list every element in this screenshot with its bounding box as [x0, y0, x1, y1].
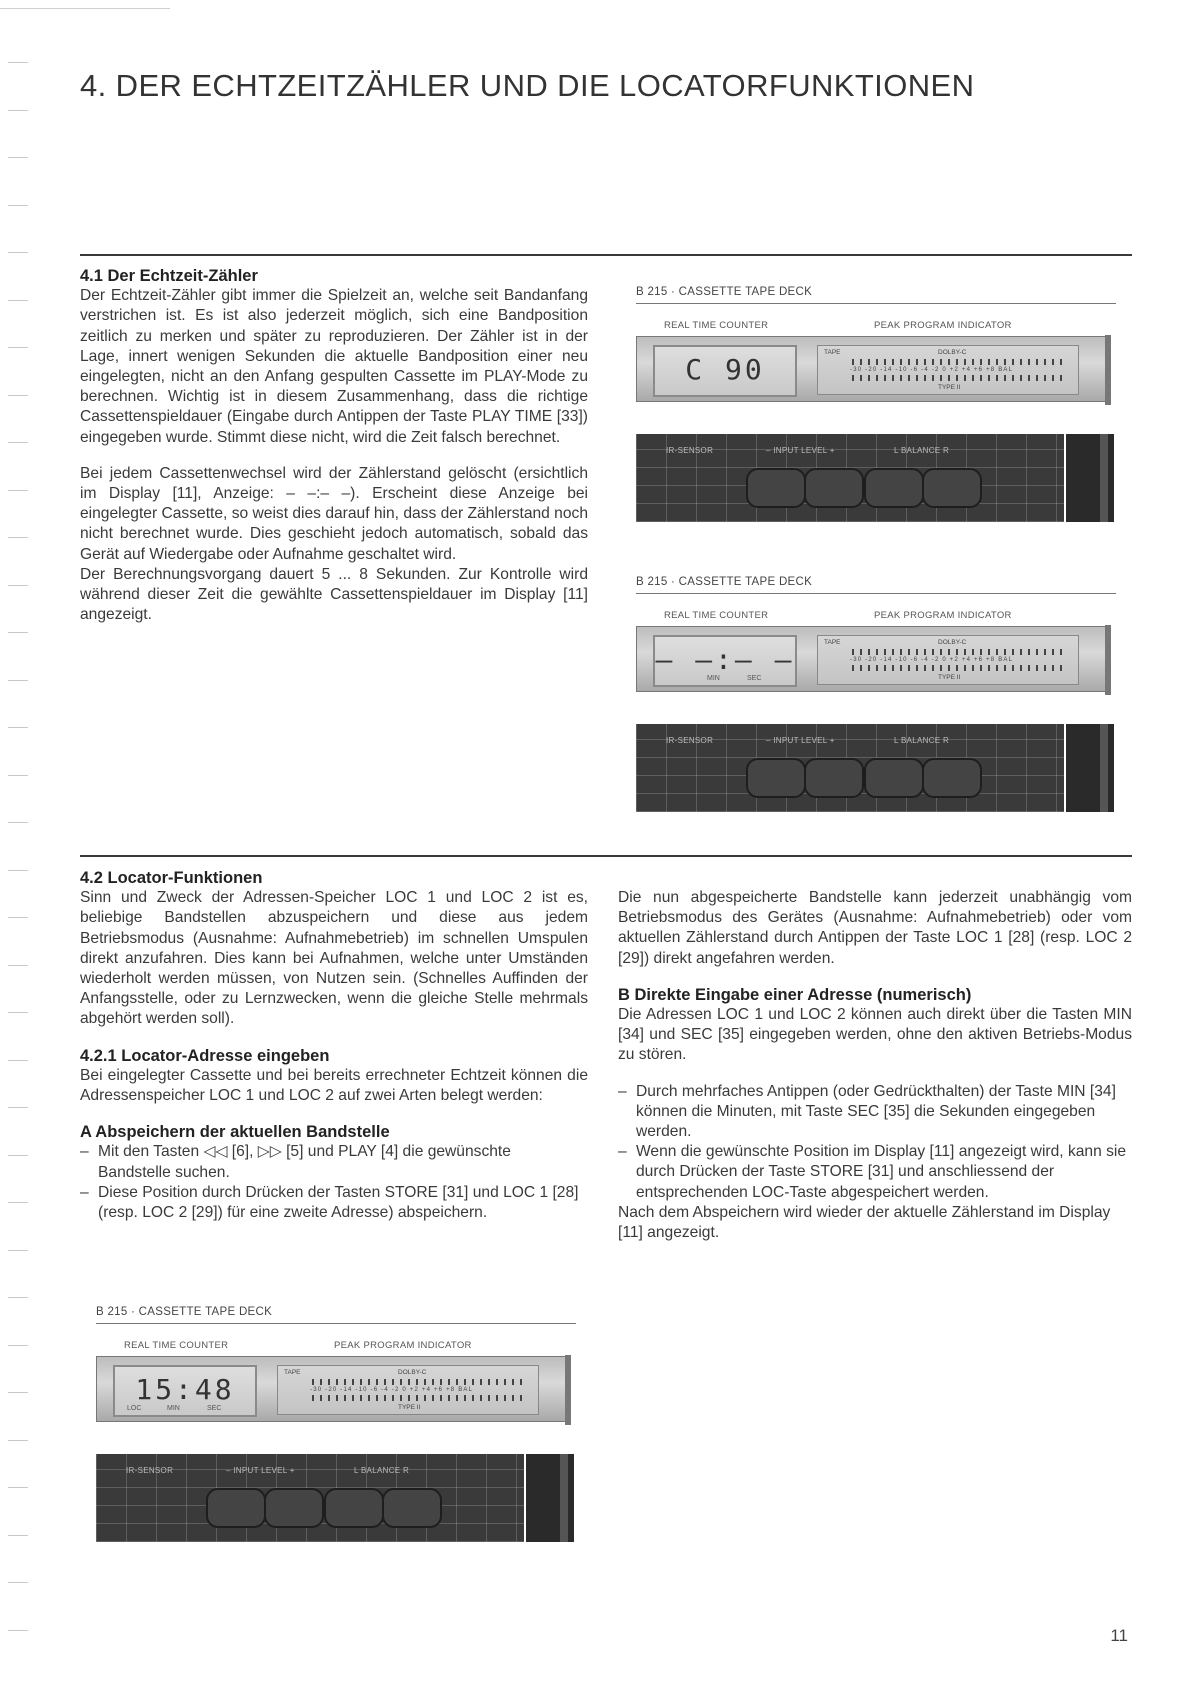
panel-control-button — [382, 1488, 442, 1528]
margin-tick — [8, 1250, 28, 1251]
margin-tick — [8, 1630, 28, 1631]
margin-tick — [8, 1297, 28, 1298]
counter-display-value: – –:– – — [655, 643, 795, 676]
input-level-label: – INPUT LEVEL + — [766, 446, 835, 455]
panel-control-button — [804, 758, 864, 798]
chapter-title: 4. DER ECHTZEITZÄHLER UND DIE LOCATORFUNKTIONEN — [80, 68, 975, 103]
margin-tick — [8, 347, 28, 348]
real-time-counter-label: REAL TIME COUNTER — [664, 610, 769, 621]
section-42-right — [618, 888, 1132, 1243]
method-b-para: Die Adressen LOC 1 und LOC 2 können auch direkt über die Tasten MIN [34] und SEC [35] eingegeben werden, ohne den aktiven Betriebs-Modus zu stören. — [618, 1006, 1132, 1064]
meter-scale: -30 -20 -14 -10 -6 -4 -2 0 +2 +4 +6 +8 BAL — [850, 367, 1014, 373]
method-a-step-1: – Mit den Tasten ◁◁ [6], ▷▷ [5] und PLAY [4] die gewünschte Bandstelle suchen. — [80, 1142, 588, 1182]
panel-control-button — [922, 758, 982, 798]
margin-tick — [8, 110, 28, 111]
margin-tick — [8, 1012, 28, 1013]
panel-control-button — [324, 1488, 384, 1528]
margin-tick — [8, 1440, 28, 1441]
method-a-list — [80, 1142, 588, 1223]
method-b-heading: B Direkte Eingabe einer Adresse (numerisch) — [618, 985, 972, 1004]
margin-tick — [8, 395, 28, 396]
panel-control-button — [804, 468, 864, 508]
meter-type-tag: TYPE II — [938, 674, 961, 681]
peak-indicator-label: PEAK PROGRAM INDICATOR — [874, 320, 1012, 331]
meter-dolby-tag: DOLBY-C — [938, 349, 967, 356]
counter-display-tag: MIN — [707, 675, 720, 682]
margin-tick — [8, 1535, 28, 1536]
method-b-list — [618, 1082, 1132, 1203]
margin-tick — [8, 205, 28, 206]
balance-label: L BALANCE R — [894, 736, 950, 745]
margin-tick — [8, 300, 28, 301]
section-rule-42 — [80, 855, 1132, 857]
figure-counter-c90 — [636, 286, 1116, 626]
margin-tick — [8, 537, 28, 538]
meter-scale: -30 -20 -14 -10 -6 -4 -2 0 +2 +4 +6 +8 BAL — [850, 657, 1014, 663]
panel-control-button — [922, 468, 982, 508]
panel-control-button — [864, 758, 924, 798]
counter-display-tag: LOC — [127, 1405, 142, 1412]
panel-side-edge — [1066, 434, 1114, 522]
page-number: 11 — [1110, 1626, 1128, 1645]
margin-tick — [8, 965, 28, 966]
section-41-para2: Bei jedem Cassettenwechsel wird der Zählerstand gelöscht (ersichtlich im Display [11], Anzeige: – –:– –). Erscheint diese Anzeige bei eingelegter Cassette, so weist dies darauf hin, dass der Zählerstand noch nicht berechnet wurde. Dies geschieht jedoch automatisch, sobald das Gerät auf Wiedergabe oder Aufnahme geschaltet wird. — [80, 464, 588, 563]
margin-tick — [8, 585, 28, 586]
margin-tick — [8, 1060, 28, 1061]
margin-tick — [8, 917, 28, 918]
method-a-heading: A Abspeichern der aktuellen Bandstelle — [80, 1123, 390, 1142]
device-model-label: B 215 · CASSETTE TAPE DECK — [636, 576, 813, 588]
margin-tick — [8, 775, 28, 776]
peak-meter — [817, 635, 1079, 685]
margin-tick — [8, 1345, 28, 1346]
counter-display — [113, 1365, 257, 1417]
control-panel — [636, 724, 1064, 812]
margin-tick — [8, 727, 28, 728]
margin-tick — [8, 1202, 28, 1203]
peak-indicator-label: PEAK PROGRAM INDICATOR — [334, 1340, 472, 1351]
input-level-label: – INPUT LEVEL + — [766, 736, 835, 745]
margin-tick — [8, 1107, 28, 1108]
meter-scale: -30 -20 -14 -10 -6 -4 -2 0 +2 +4 +6 +8 BAL — [310, 1387, 474, 1393]
device-model-rule — [636, 303, 1116, 304]
margin-tick — [8, 680, 28, 681]
control-panel — [636, 434, 1064, 522]
balance-label: L BALANCE R — [894, 446, 950, 455]
figure-counter-cleared — [636, 576, 1116, 916]
panel-control-button — [746, 468, 806, 508]
section-421-para: Bei eingelegter Cassette und bei bereits errechneter Echtzeit können die Adressenspeicher LOC 1 und LOC 2 auf zwei Arten belegt werden: — [80, 1066, 588, 1105]
margin-tick — [8, 1582, 28, 1583]
section-42-para1: Sinn und Zweck der Adressen-Speicher LOC 1 und LOC 2 ist es, beliebige Bandstellen abzuspeichern und diese aus jedem Betriebsmodus (Ausnahme: Aufnahmebetrieb) im schnellen Umspulen direkt anzufahren. Dies kann bei Aufnahmen, welche unter Umständen wiederholt werden müssen, von Nutzen sein. (Schnelles Auffinden der Anfangsstelle, oder zu Lernzwecken, wenn die gleiche Stelle mehrmals abgehört werden soll). — [80, 889, 588, 1028]
balance-label: L BALANCE R — [354, 1466, 410, 1475]
display-strip — [636, 336, 1106, 402]
method-b-step-1: – Durch mehrfaches Antippen (oder Gedrückthalten) der Taste MIN [34] können die Minuten, mit Taste SEC [35] die Sekunden eingegeben werden. — [618, 1082, 1132, 1143]
method-a-step-2: – Diese Position durch Drücken der Tasten STORE [31] und LOC 1 [28] (resp. LOC 2 [29]) für eine zweite Adresse) abspeichern. — [80, 1183, 588, 1223]
meter-tape-tag: TAPE — [824, 639, 841, 646]
ir-sensor-label: IR-SENSOR — [126, 1466, 174, 1475]
device-model-label: B 215 · CASSETTE TAPE DECK — [96, 1306, 273, 1318]
meter-right-channel — [852, 375, 1064, 381]
margin-tick — [8, 1392, 28, 1393]
meter-left-channel — [852, 649, 1064, 655]
counter-display-tag: MIN — [167, 1405, 180, 1412]
counter-display-value: 15:48 — [135, 1373, 235, 1406]
margin-tick — [8, 490, 28, 491]
counter-display-tag: SEC — [747, 675, 762, 682]
margin-tick — [8, 870, 28, 871]
margin-tick — [8, 252, 28, 253]
meter-left-channel — [312, 1379, 524, 1385]
margin-tick — [8, 442, 28, 443]
margin-tick — [8, 632, 28, 633]
meter-type-tag: TYPE II — [938, 384, 961, 391]
panel-control-button — [864, 468, 924, 508]
section-rule-41 — [80, 254, 1132, 256]
ir-sensor-label: IR-SENSOR — [666, 446, 714, 455]
device-model-rule — [96, 1323, 576, 1324]
meter-tape-tag: TAPE — [284, 1369, 301, 1376]
display-strip-end — [1105, 335, 1111, 405]
section-421-heading: 4.2.1 Locator-Adresse eingeben — [80, 1046, 330, 1065]
top-edge-mark — [0, 8, 170, 9]
display-strip — [636, 626, 1106, 692]
input-level-label: – INPUT LEVEL + — [226, 1466, 295, 1475]
margin-tick — [8, 1155, 28, 1156]
section-41-para1: Der Echtzeit-Zähler gibt immer die Spielzeit an, welche seit Bandanfang verstrichen ist. Es ist also jederzeit möglich, sich eine Bandposition zeitlich zu merken und später zu reproduzieren. Der Zähler ist in der Lage, innert wenigen Sekunden die aktuelle Bandposition einer neu eingelegten, nicht an den Anfang gespulten Cassette im PLAY-Mode zu berechnen. Wichtig ist in diesem Zusammenhang, dass die richtige Cassettenspieldauer (Eingabe durch Antippen der Taste PLAY TIME [33]) eingegeben wurde. Stimmt diese nicht, wird die Zeit falsch berechnet. — [80, 287, 588, 446]
panel-control-button — [206, 1488, 266, 1528]
margin-tick — [8, 157, 28, 158]
panel-side-edge — [526, 1454, 574, 1542]
real-time-counter-label: REAL TIME COUNTER — [664, 320, 769, 331]
peak-indicator-label: PEAK PROGRAM INDICATOR — [874, 610, 1012, 621]
display-strip — [96, 1356, 566, 1422]
margin-tick — [8, 62, 28, 63]
peak-meter — [817, 345, 1079, 395]
section-41-heading: 4.1 Der Echtzeit-Zähler — [80, 267, 258, 285]
meter-tape-tag: TAPE — [824, 349, 841, 356]
counter-display-tag: SEC — [207, 1405, 222, 1412]
meter-right-channel — [852, 665, 1064, 671]
section-41-text — [80, 266, 588, 625]
counter-display — [653, 635, 797, 687]
section-42-heading: 4.2 Locator-Funktionen — [80, 869, 263, 887]
method-b-step-2: – Wenn die gewünschte Position im Display [11] angezeigt wird, kann sie durch Drücken der Taste STORE [31] und anschliessend der entsprechenden LOC-Taste abgespeichert werden. — [618, 1142, 1132, 1203]
margin-tick — [8, 822, 28, 823]
section-41-para3: Der Berechnungsvorgang dauert 5 ... 8 Sekunden. Zur Kontrolle wird während dieser Zeit die gewählte Cassettenspieldauer im Display [11] angezeigt. — [80, 565, 588, 624]
panel-control-button — [264, 1488, 324, 1528]
method-b-after: Nach dem Abspeichern wird wieder der aktuelle Zählerstand im Display [11] angezeigt. — [618, 1203, 1111, 1242]
device-model-rule — [636, 593, 1116, 594]
counter-display — [653, 345, 797, 397]
section-42-left — [80, 868, 588, 1223]
counter-display-value: C 90 — [685, 353, 765, 386]
display-strip-end — [1105, 625, 1111, 695]
control-panel — [96, 1454, 524, 1542]
real-time-counter-label: REAL TIME COUNTER — [124, 1340, 229, 1351]
device-model-label: B 215 · CASSETTE TAPE DECK — [636, 286, 813, 298]
meter-right-channel — [312, 1395, 524, 1401]
peak-meter — [277, 1365, 539, 1415]
display-strip-end — [565, 1355, 571, 1425]
meter-type-tag: TYPE II — [398, 1404, 421, 1411]
margin-tick — [8, 1487, 28, 1488]
panel-control-button — [746, 758, 806, 798]
meter-dolby-tag: DOLBY-C — [398, 1369, 427, 1376]
meter-dolby-tag: DOLBY-C — [938, 639, 967, 646]
figure-counter-loc — [96, 1306, 576, 1646]
ir-sensor-label: IR-SENSOR — [666, 736, 714, 745]
section-42-right-para: Die nun abgespeicherte Bandstelle kann jederzeit unabhängig vom Betriebsmodus des Gerätes (Ausnahme: Aufnahmebetrieb) oder vom aktuellen Zählerstand durch Antippen der Taste LOC 1 [28] (resp. LOC 2 [29]) direkt angefahren werden. — [618, 889, 1132, 967]
panel-side-edge — [1066, 724, 1114, 812]
meter-left-channel — [852, 359, 1064, 365]
